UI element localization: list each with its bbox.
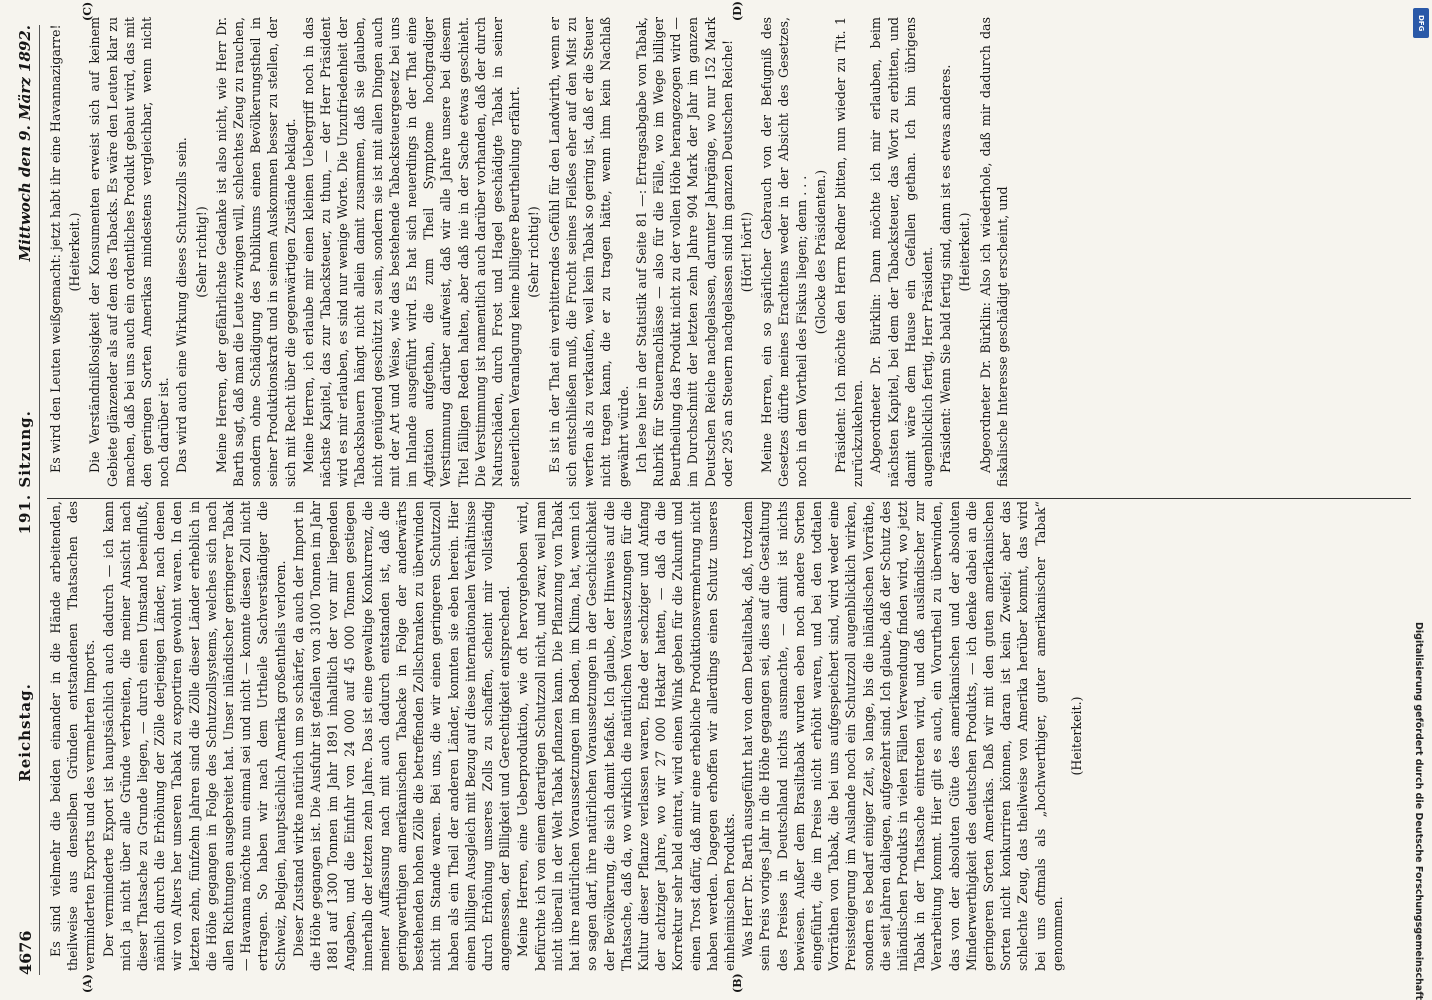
interjection: (Sehr richtig!) xyxy=(526,206,542,298)
paragraph: Meine Herren, eine Ueberproduktion, wie oft hervorgehoben wird, befürchte ich von einem derartigen Schutzzoll nicht, und zwar, weil man nicht überall in der Welt Tabak pflanzen kann. Die Pflanzung von Tabak hat ihre natürlichen Voraussetzungen im Boden, im Klima, hat, wenn ich so sagen darf, ihre natürlichen Voraussetzungen in der Geschicklichkeit der Bevölkerung, die sich damit befaßt. Ich glaube, der Hinweis auf die Thatsache, daß da, wo wirklich die natürlichen Voraussetzungen für die Kultur dieser Pflanze verlassen waren, Ende der sechziger und Anfang der achtziger Jahre, wo wir 27 000 Hektar hatten, — daß da die Korrektur sehr bald eintrat, wird einen Wink geben für die Zukunft und einen Trost dafür, daß mir eine erhebliche Produktionsvermehrung nicht haben werden. Dagegen erhoffen wir allerdings einen Schutz unseres einheimischen Produkts. xyxy=(515,501,737,971)
page-header xyxy=(11,25,40,975)
dfg-logo: DFG xyxy=(1413,8,1429,38)
paragraph: Meine Herren, ein so spärlicher Gebrauch von der Befugniß des Gesetzes dürfte meines Erachtens weder in der Absicht des Gesetzes, noch in dem Vortheil des Fiskus liegen; denn . . . xyxy=(759,17,809,487)
paragraph: Es sind vielmehr die beiden einander in die Hände arbeitenden, theilweise aus denselben Gründen entstandenen Thatsachen des verminderten Exports und des vermehrten Imports. xyxy=(48,501,98,971)
rotated-sheet xyxy=(11,1,1421,995)
interjection: (Glocke des Präsidenten.) xyxy=(812,169,828,335)
paragraph: Was Herr Dr. Barth ausgeführt hat von dem Detailtabak, daß, trotzdem sein Preis voriges Jahr in die Höhe gegangen sei, dies auf die Gestaltung des Preises in Deutschland nichts ausmachte, — damit ist nichts bewiesen. Außer dem Brasiltabak wurden eben noch andere Sorten eingeführt, die im Preise nicht erhöht waren, und bei den todtalen Vorräthen von Tabak, die bei uns aufgespeichert sind, wird weder eine Preissteigerung im Auslande noch ein Schutzzoll augenblicklich wirken, sondern es bedarf einiger Zeit, so lange, bis die inländischen Vorräthe, die seit Jahren daliegen, aufgezehrt sind. Ich glaube, daß der Schutz des inländischen Produkts in vielen Fällen Verwendung finden wird, wo jetzt Tabak in der Thatsache eintreten wird, und daß ausländischer zur Verarbeitung kommt. Hier gilt es auch, ein Vorurtheil zu überwinden, das von der absoluten Güte des amerikanischen und der absoluten Minderwerthigkeit des deutschen Produkts, — ich denke dabei an die geringeren Sorten Amerikas. Daß wir mit den guten amerikanischen Sorten nicht konkurriren können, daran ist kein Zweifel; aber das schlechte Zeug, das theilweise von Amerika herüber kommt, das wird bei uns oftmals als „hochwerthiger, guter amerikanischer Tabak“ genommen. xyxy=(740,501,1065,971)
paragraph: Es ist in der That ein verbitterndes Gefühl für den Landwirth, wenn er sich entschließen muß, die Frucht seines Fleißes eher auf den Mist zu werfen als zu verkaufen, weil kein Tabak so gering ist, daß er die Steuer nicht tragen kann, die er zu tragen hätte, wenn ihm kein Nachlaß gewährt würde. xyxy=(546,17,631,487)
left-margin-markers xyxy=(41,975,1421,995)
paragraph: Präsident: Ich möchte den Herrn Redner bitten, nun wieder zu Tit. 1 zurückzukehren. xyxy=(832,17,866,487)
paragraph: Die Verständnißlosigkeit der Konsumenten erweist sich auf keinem Gebiete glänzender als auf dem des Tabacks. Es wäre den Leuten klar zu machen, daß bei uns auch ein ordentliches Produkt gebaut wird, das mit den geringen Sorten Amerikas mindestens vergleichbar, wenn nicht noch darüber ist. xyxy=(87,17,172,487)
margin-marker-a: (A) xyxy=(81,974,94,993)
digitization-note: Digitalisierung gefördert durch die Deutsche Forschungsgemeinschaft xyxy=(1413,622,1424,1000)
interjection: (Sehr richtig!) xyxy=(193,206,209,298)
paragraph: Abgeordneter Dr. Bürklin: Also ich wiederhole, daß mir dadurch das fiskalische Interesse geschädigt erscheint, und xyxy=(977,17,1010,487)
parliament-title: Reichstag. xyxy=(16,683,34,782)
digitization-stamp xyxy=(1406,10,1430,1000)
page-number: 4676 xyxy=(15,930,35,975)
session-title: 191. Sitzung. xyxy=(16,410,34,535)
column-divider xyxy=(47,498,1411,499)
paragraph: Meine Herren, der gefährlichste Gedanke ist also nicht, wie Herr Dr. Barth sagt, daß man die Leute zwingen will, schlechtes Zeug zu rauchen, sondern ohne Schädigung des Publikums einen Bevölkerungstheil in seiner Produktionskraft und in seinem Auskommen besser zu stellen, der sich mit Recht über die gegenwärtigen Zustände beklagt. xyxy=(213,17,298,487)
margin-marker-d: (D) xyxy=(731,1,744,21)
interjection: (Hört! hört!) xyxy=(738,211,754,293)
paragraph: Das wird auch eine Wirkung dieses Schutzzolls sein. xyxy=(174,137,190,473)
session-date: Mittwoch den 9. März 1892. xyxy=(16,25,34,262)
paragraph: Dieser Zustand wirkte natürlich um so schärfer, da auch der Import in die Höhe gegangen ist. Die Ausfuhr ist gefallen von 3100 Tonnen im Jahr 1881 auf 1300 Tonnen im Jahr 1891 inhaltlich der vor mir liegenden Angaben, und die Einfuhr von 24 000 auf 45 000 Tonnen gestiegen innerhalb der letzten zehn Jahre. Das ist eine gewaltige Konkurrenz, die meiner Auffassung nach mit auch dadurch entstanden ist, daß die geringwerthigen amerikanischen Tabacke in Folge der anderwärts bestehenden hohen Zölle die betreffenden Zollschranken zu überwinden nicht im Stande waren. Bei uns, die wir einen geringeren Schutzzoll haben als ein Theil der anderen Länder, konnten sie eben herein. Hier einen billigen Ausgleich mit Bezug auf diese internationalen Verhältnisse durch Erhöhung unseres Zolls zu schaffen, scheint mir vollständig angemessen, der Billigkeit und Gerechtigkeit entsprechend. xyxy=(290,501,513,971)
interjection: (Heiterkeit.) xyxy=(1068,696,1084,776)
paragraph: Der verminderte Export ist hauptsächlich auch dadurch — ich kann mich ja nicht über alle Gründe verbreiten, die meiner Ansicht nach dieser Thatsache zu Grunde liegen, — durch einen Umstand beeinflußt, nämlich durch die Erhöhung der Zölle derjenigen Länder, nach denen wir von Alters her unseren Tabak zu exportiren gewohnt waren. In den letzten zehn, fünfzehn Jahren sind die Zölle dieser Länder erheblich in die Höhe gegangen in Folge des Schutzzollsystems, welches sich nach allen Richtungen ausgebreitet hat. Unser inländischer geringerer Tabak — Havanna möchte nun einmal sei und nicht — konnte diesen Zoll nicht ertragen. So haben wir nach dem Urtheile Sachverständiger die Schweiz, Belgien, hauptsächlich Amerika großentheils verloren. xyxy=(100,501,288,971)
margin-marker-c: (C) xyxy=(81,1,94,21)
right-margin-markers xyxy=(41,3,1421,23)
interjection: (Heiterkeit.) xyxy=(957,212,973,292)
text-column-right xyxy=(47,17,1413,487)
text-column-left xyxy=(47,501,1413,971)
paragraph: Meine Herren, ich erlaube mir einen kleinen Uebergriff noch in das nächste Kapitel, das zur Tabacksteuer, zu thun, — der Herr Präsident wird es mir erlauben, es sind nur wenige Worte. Die Unzufriedenheit der Tabacksbauern hängt nicht allein damit zusammen, daß sie glauben, nicht genügend geschützt zu sein, sondern sie ist mit allen Dingen auch mit der Art und Weise, wie das bestehende Tabacksteuergesetz bei uns im Inlande ausgeführt wird. Es hat sich neuerdings in der That eine Agitation aufgethan, die zum Theil Symptome hochgradiger Verstimmung darüber aufweist, daß wir alle Jahre unsere bei diesem Titel fälligen Reden halten, aber daß nie in der Sache etwas geschieht. Die Verstimmung ist namentlich auch darüber vorhanden, daß der durch Naturschäden, durch Frost und Hagel geschädigte Tabak in seiner steuerlichen Veranlagung keine billigere Beurtheilung erfährt. xyxy=(300,17,523,487)
paragraph: Abgeordneter Dr. Bürklin: Dann möchte ich mir erlauben, beim nächsten Kapitel, bei dem der Tabacksteuer, das Wort zu erbitten, und damit wäre dem Hause ein Gefallen gethan. Ich bin übrigens augenblicklich fertig, Herr Präsident. xyxy=(868,17,935,487)
paragraph: Präsident: Wenn Sie bald fertig sind, dann ist es etwas anderes. xyxy=(938,64,954,473)
paragraph: Es wird den Leuten weißgemacht: jetzt habt ihr eine Havannazigarre! xyxy=(48,24,63,473)
paragraph: Ich lese hier in der Statistik auf Seite 81 —: Ertragsabgabe von Tabak, Rubrik für Steuernachlässe — also für die Fälle, wo im Wege billiger Beurtheilung das Produkt nicht zu der vollen Höhe herangezogen wird — im Durchschnitt der letzten zehn Jahre 904 Mark der Jahr im ganzen Deutschen Reiche nachgelassen, darunter Jahrgänge, wo nur 152 Mark oder 295 an Steuern nachgelassen sind im ganzen Deutschen Reiche! xyxy=(633,17,735,487)
interjection: (Heiterkeit.) xyxy=(67,212,83,292)
margin-marker-b: (B) xyxy=(731,973,744,993)
